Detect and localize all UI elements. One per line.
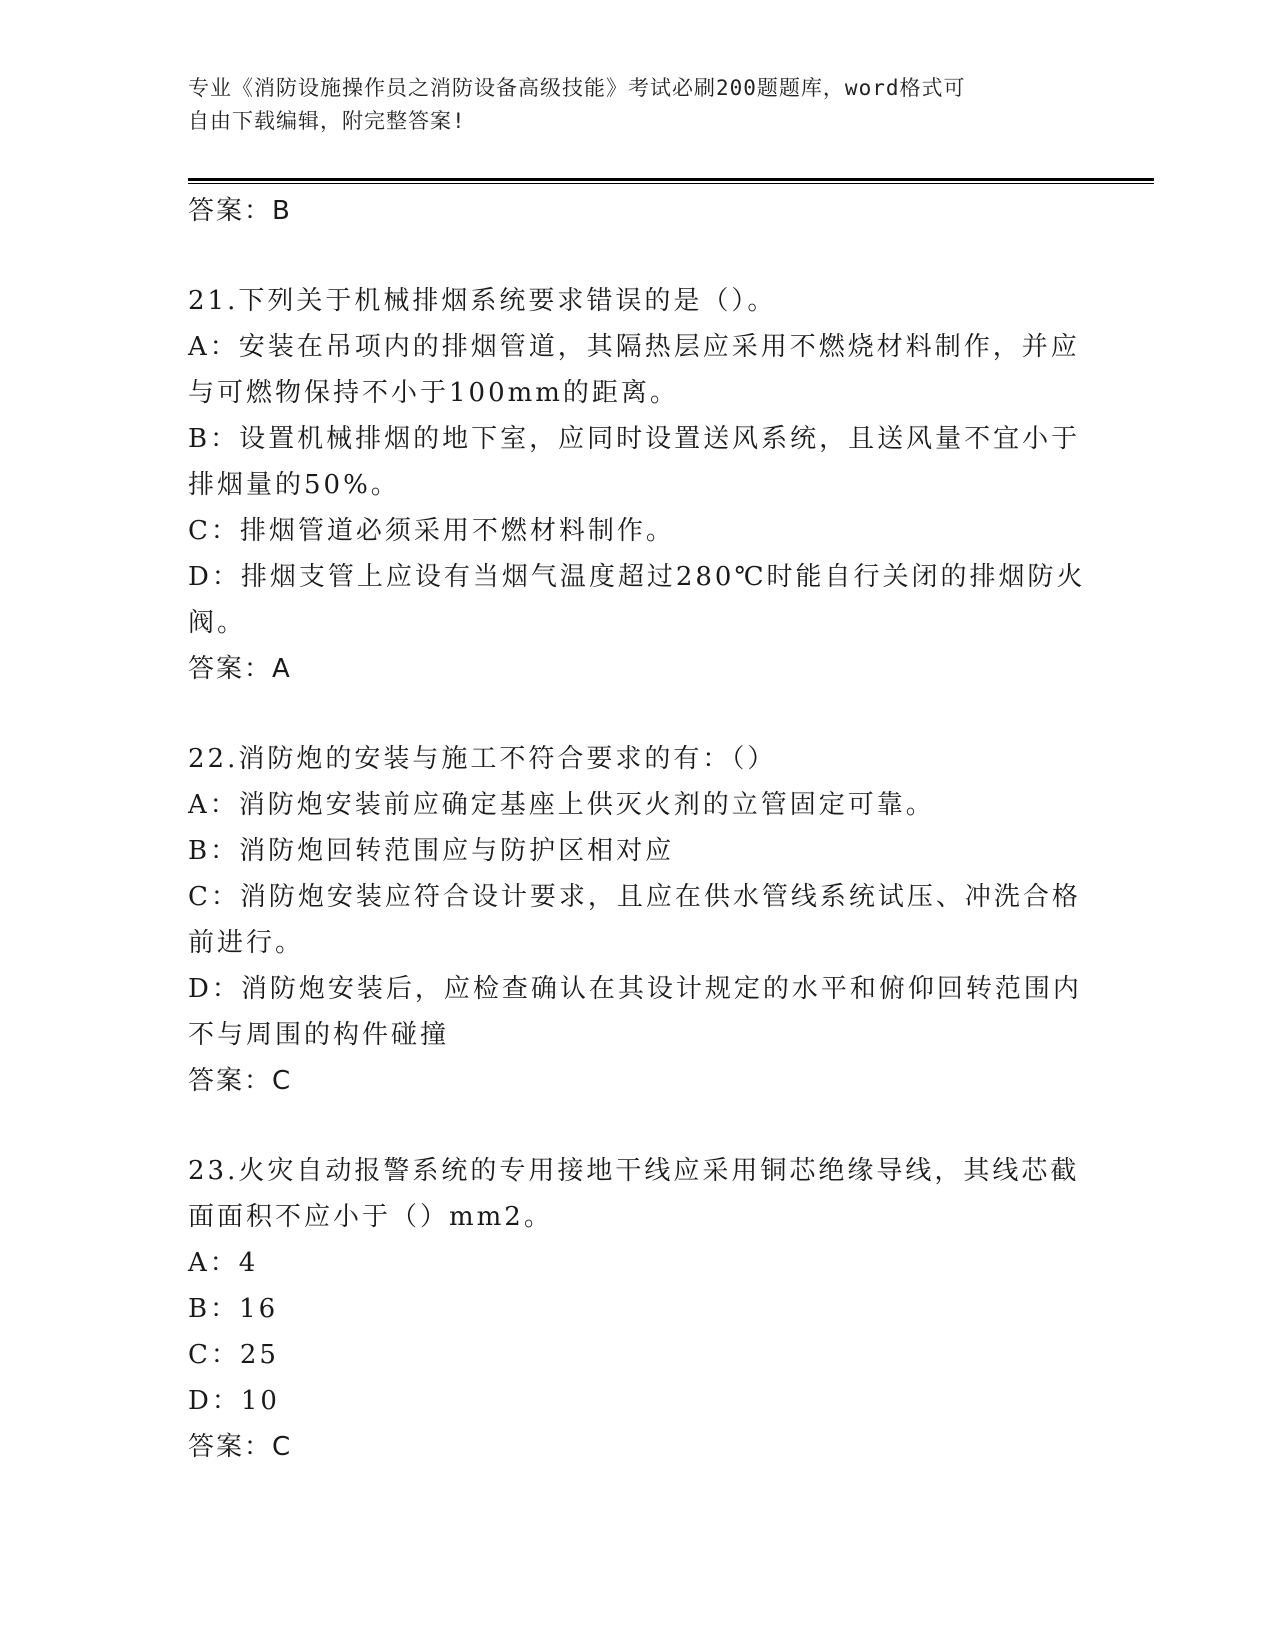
answer-label: 答案：C (188, 1432, 293, 1462)
option-d-cont: 不与周围的构件碰撞 (188, 1020, 450, 1050)
option-b: B：设置机械排烟的地下室，应同时设置送风系统，且送风量不宜小于 (188, 424, 1081, 454)
question-text: 23.火灾自动报警系统的专用接地干线应采用铜芯绝缘导线，其线芯截 (188, 1156, 1080, 1186)
option-a: A：安装在吊项内的排烟管道，其隔热层应采用不燃烧材料制作，并应 (188, 332, 1080, 362)
spacer (188, 692, 1088, 736)
answer-label: 答案：C (188, 1066, 293, 1096)
question-22 (188, 736, 1088, 1104)
option-a: A：4 (188, 1248, 259, 1278)
spacer (188, 1104, 1088, 1148)
option-d: D：10 (188, 1386, 280, 1416)
header-line-2: 自由下载编辑，附完整答案! (188, 109, 466, 133)
header-divider-thick (188, 178, 1154, 181)
option-c: C：25 (188, 1340, 279, 1370)
option-a: A：消防炮安装前应确定基座上供灭火剂的立管固定可靠。 (188, 790, 935, 820)
option-b: B：16 (188, 1294, 279, 1324)
option-d: D：排烟支管上应设有当烟气温度超过280℃时能自行关闭的排烟防火 (188, 562, 1086, 592)
document-header (188, 72, 1088, 138)
option-d: D：消防炮安装后，应检查确认在其设计规定的水平和俯仰回转范围内 (188, 974, 1082, 1004)
option-c: C：消防炮安装应符合设计要求，且应在供水管线系统试压、冲洗合格 (188, 882, 1081, 912)
option-b-cont: 排烟量的50%。 (188, 470, 400, 500)
spacer (188, 234, 1088, 278)
question-23 (188, 1148, 1088, 1470)
question-text: 22.消防炮的安装与施工不符合要求的有：（） (188, 744, 777, 774)
option-d-cont: 阀。 (188, 608, 247, 638)
header-divider-thin (188, 183, 1154, 184)
answer-label: 答案：A (188, 654, 292, 684)
question-21 (188, 278, 1088, 692)
document-body (188, 188, 1088, 1470)
option-c: C：排烟管道必须采用不燃材料制作。 (188, 516, 675, 546)
header-line-1: 专业《消防设施操作员之消防设备高级技能》考试必刷200题题库，word格式可 (188, 76, 966, 100)
option-a-cont: 与可燃物保持不小于100mm的距离。 (188, 378, 679, 408)
option-b: B：消防炮回转范围应与防护区相对应 (188, 836, 675, 866)
previous-answer: 答案：B (188, 196, 292, 226)
question-text: 21.下列关于机械排烟系统要求错误的是（）。 (188, 286, 777, 316)
question-text-cont: 面面积不应小于（）mm2。 (188, 1202, 553, 1232)
option-c-cont: 前进行。 (188, 928, 305, 958)
